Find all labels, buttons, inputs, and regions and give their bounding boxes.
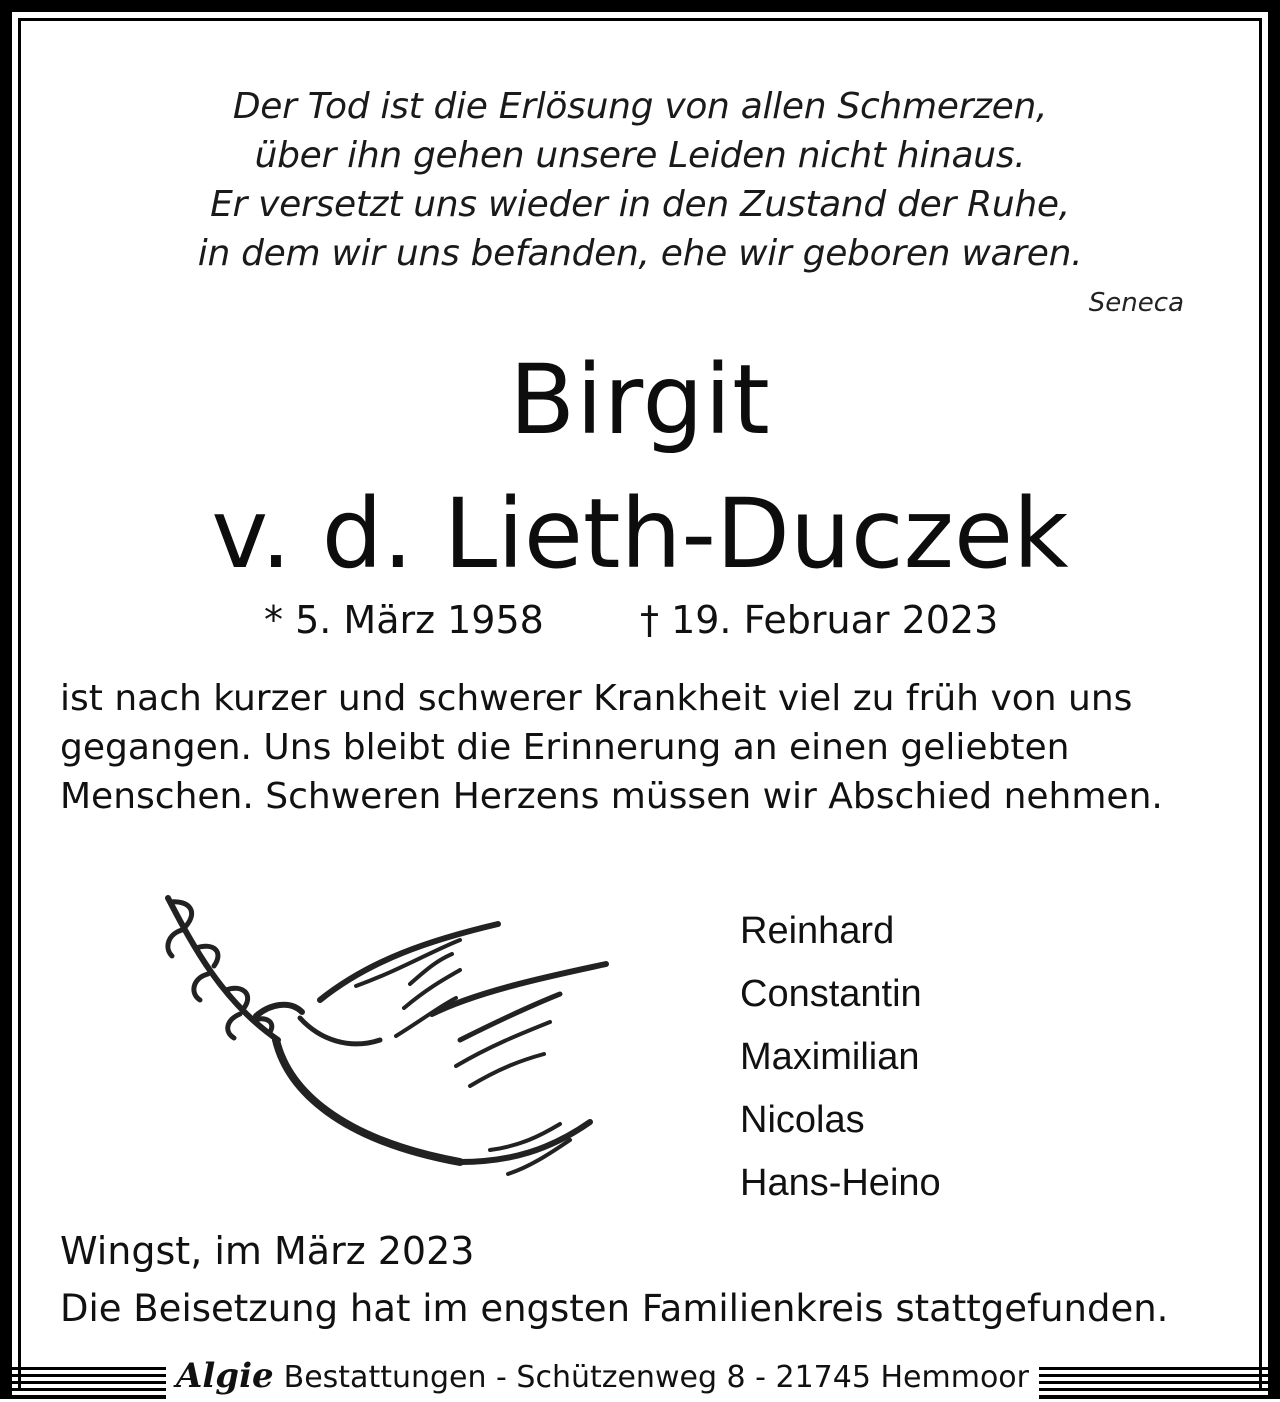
- quote-author: Seneca: [1088, 288, 1184, 318]
- obituary-message: ist nach kurzer und schwerer Krankheit viel zu früh von uns gegangen. Uns bleibt die Erinnerung an einen geliebten Menschen. Schweren Herzens müssen wir Abschied nehmen.: [60, 678, 1163, 817]
- quote-line: in dem wir uns befanden, ehe wir geboren waren.: [197, 233, 1083, 274]
- birth-date: * 5. März 1958: [264, 598, 544, 642]
- mourner-name: Constantin: [740, 973, 922, 1015]
- mourner-name: Reinhard: [740, 910, 895, 952]
- mourners-list: [740, 900, 941, 1215]
- funeral-home-logo: Algie: [176, 1356, 274, 1396]
- quote-text: [60, 82, 1220, 278]
- quote-line: Er versetzt uns wieder in den Zustand der Ruhe,: [210, 184, 1070, 225]
- place-date: Wingst, im März 2023: [60, 1229, 475, 1273]
- mourner-name: Hans-Heino: [740, 1162, 941, 1204]
- death-date: † 19. Februar 2023: [640, 598, 999, 642]
- mourner-name: Nicolas: [740, 1099, 865, 1141]
- deceased-first-name: Birgit: [509, 344, 771, 456]
- funeral-home-address: Bestattungen - Schützenweg 8 - 21745 Hemmoor: [283, 1360, 1029, 1395]
- quote-line: Der Tod ist die Erlösung von allen Schmerzen,: [232, 86, 1048, 127]
- dove-with-olive-branch-icon: [160, 890, 620, 1190]
- funeral-home-footer: [166, 1352, 1039, 1400]
- deceased-last-name: v. d. Lieth-Duczek: [211, 478, 1069, 590]
- mourner-name: Maximilian: [740, 1036, 920, 1078]
- quote-line: über ihn gehen unsere Leiden nicht hinaus.: [254, 135, 1026, 176]
- burial-note: Die Beisetzung hat im engsten Familienkreis stattgefunden.: [60, 1287, 1169, 1330]
